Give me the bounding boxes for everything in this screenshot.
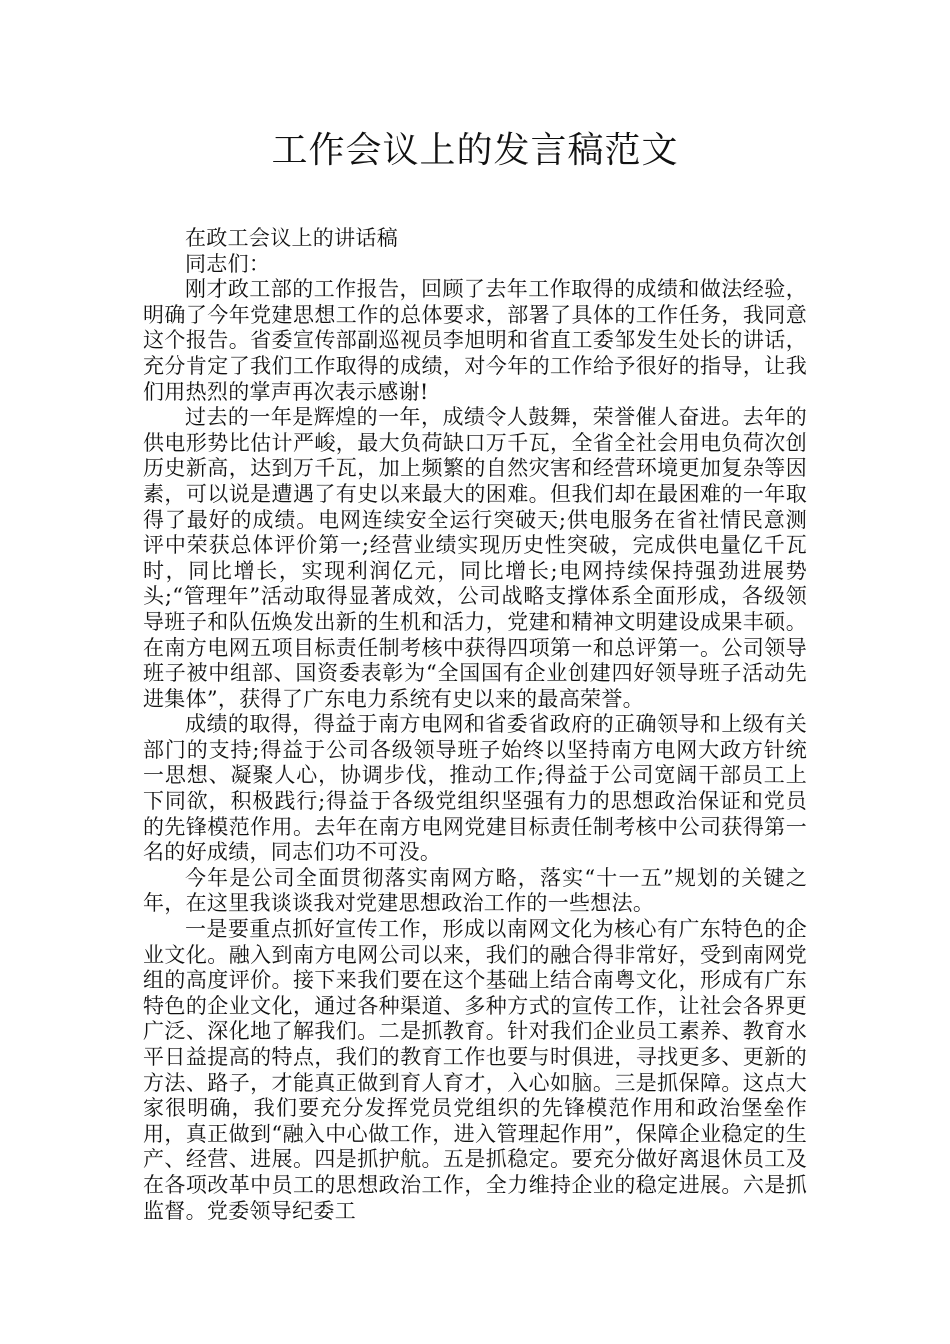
document-title: 工作会议上的发言稿范文 [271, 130, 679, 171]
paragraph-heading: 在政工会议上的讲话稿 [185, 226, 398, 250]
paragraph: 今年是公司全面贯彻落实南网方略，落实“十一五”规划的关键之年，在这里我谈谈我对党建思想政治工作的一些想法。 [143, 865, 807, 916]
document-body [143, 226, 807, 1224]
paragraph: 成绩的取得，得益于南方电网和省委省政府的正确领导和上级有关部门的支持;得益于公司各级领导班子始终以坚持南方电网大政方针统一思想、凝聚人心，协调步伐，推动工作;得益于公司宽阔干部员工上下同欲，积极践行;得益于各级党组织坚强有力的思想政治保证和党员的先锋模范作用。去年在南方电网党建目标责任制考核中公司获得第一名的好成绩，同志们功不可没。 [143, 712, 807, 865]
paragraph: 过去的一年是辉煌的一年，成绩令人鼓舞，荣誉催人奋进。去年的供电形势比估计严峻，最大负荷缺口万千瓦，全省全社会用电负荷次创历史新高，达到万千瓦，加上频繁的自然灾害和经营环境更加复杂等因素，可以说是遭遇了有史以来最大的困难。但我们却在最困难的一年取得了最好的成绩。电网连续安全运行突破天;供电服务在省社情民意测评中荣获总体评价第一;经营业绩实现历史性突破，完成供电量亿千瓦时，同比增长，实现利润亿元，同比增长;电网持续保持强劲进展势头;“管理年”活动取得显著成效，公司战略支撑体系全面形成，各级领导班子和队伍焕发出新的生机和活力，党建和精神文明建设成果丰硕。在南方电网五项目标责任制考核中获得四项第一和总评第一。公司领导班子被中组部、国资委表彰为“全国国有企业创建四好领导班子活动先进集体”，获得了广东电力系统有史以来的最高荣誉。 [143, 405, 807, 711]
paragraph: 一是要重点抓好宣传工作，形成以南网文化为核心有广东特色的企业文化。融入到南方电网公司以来，我们的融合得非常好，受到南网党组的高度评价。接下来我们要在这个基础上结合南粤文化，形成有广东特色的企业文化，通过各种渠道、多种方式的宣传工作，让社会各界更广泛、深化地了解我们。二是抓教育。针对我们企业员工素养、教育水平日益提高的特点，我们的教育工作也要与时俱进，寻找更多、更新的方法、路子，才能真正做到育人育才，入心如脑。三是抓保障。这点大家很明确，我们要充分发挥党员党组织的先锋模范作用和政治堡垒作用，真正做到“融入中心做工作，进入管理起作用”，保障企业稳定的生产、经营、进展。四是抓护航。五是抓稳定。要充分做好离退休员工及在各项改革中员工的思想政治工作，全力维持企业的稳定进展。六是抓监督。党委领导纪委工 [143, 917, 807, 1223]
paragraph: 刚才政工部的工作报告，回顾了去年工作取得的成绩和做法经验，明确了今年党建思想工作的总体要求，部署了具体的工作任务，我同意这个报告。省委宣传部副巡视员李旭明和省直工委邹发生处长的讲话，充分肯定了我们工作取得的成绩，对今年的工作给予很好的指导，让我们用热烈的掌声再次表示感谢! [143, 277, 807, 404]
paragraph-salutation: 同志们： [185, 251, 271, 276]
